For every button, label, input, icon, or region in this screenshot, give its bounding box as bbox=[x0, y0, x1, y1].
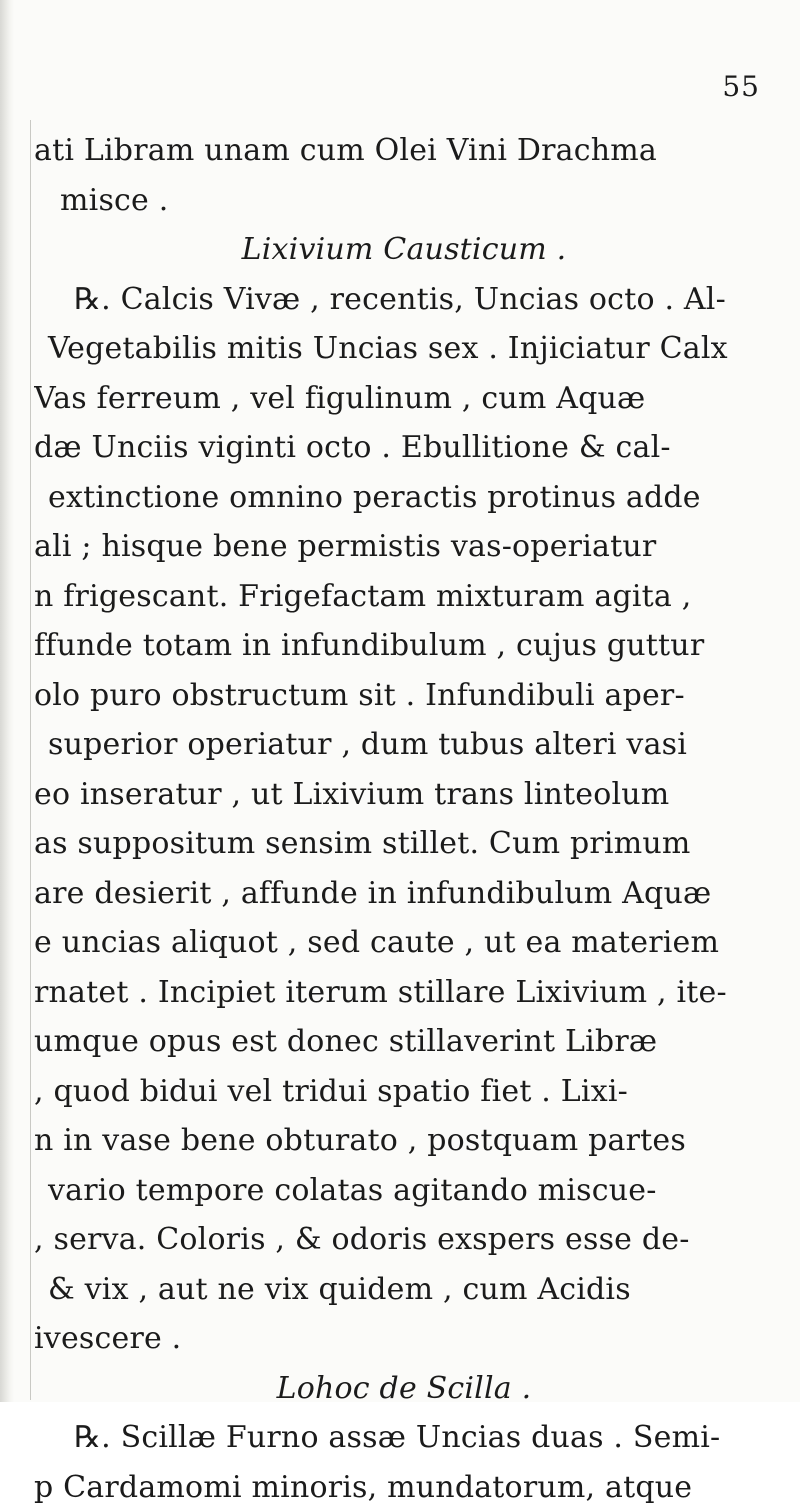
text-line: are desierit , affunde in infundibulum Aquæ bbox=[34, 869, 774, 919]
text-line: p Cardamomi minoris, mundatorum, atque bbox=[34, 1463, 774, 1512]
text-line: ℞. Scillæ Furno assæ Uncias duas . Semi- bbox=[34, 1413, 774, 1463]
text-line: extinctione omnino peractis protinus adde bbox=[34, 473, 774, 523]
text-line: ali ; hisque bene permistis vas-operiatur bbox=[34, 522, 774, 572]
text-block bbox=[34, 126, 774, 1512]
text-line: ati Libram unam cum Olei Vini Drachma bbox=[34, 126, 774, 176]
text-line: n frigescant. Frigefactam mixturam agita , bbox=[34, 572, 774, 622]
text-line: e uncias aliquot , sed caute , ut ea materiem bbox=[34, 918, 774, 968]
text-line: misce . bbox=[34, 176, 774, 226]
text-line: & vix , aut ne vix quidem , cum Acidis bbox=[34, 1265, 774, 1315]
text-line: Vegetabilis mitis Uncias sex . Injiciatur Calx bbox=[34, 324, 774, 374]
text-line: as suppositum sensim stillet. Cum primum bbox=[34, 819, 774, 869]
page-number: 55 bbox=[722, 70, 760, 103]
text-line: umque opus est donec stillaverint Libræ bbox=[34, 1017, 774, 1067]
text-line: ivescere . bbox=[34, 1314, 774, 1364]
page-gutter-shadow bbox=[0, 0, 14, 1402]
text-line: , serva. Coloris , & odoris exspers esse de- bbox=[34, 1215, 774, 1265]
text-line: eo inseratur , ut Lixivium trans linteolum bbox=[34, 770, 774, 820]
text-line: olo puro obstructum sit . Infundibuli aper- bbox=[34, 671, 774, 721]
text-line: , quod bidui vel tridui spatio fiet . Lixi- bbox=[34, 1067, 774, 1117]
page-gutter-line bbox=[30, 120, 31, 1400]
text-line: n in vase bene obturato , postquam partes bbox=[34, 1116, 774, 1166]
text-line: vario tempore colatas agitando miscue- bbox=[34, 1166, 774, 1216]
section-heading: Lixivium Causticum . bbox=[34, 225, 774, 275]
text-line: Vas ferreum , vel figulinum , cum Aquæ bbox=[34, 374, 774, 424]
text-line: ffunde totam in infundibulum , cujus guttur bbox=[34, 621, 774, 671]
text-line: superior operiatur , dum tubus alteri vasi bbox=[34, 720, 774, 770]
text-line: dæ Unciis viginti octo . Ebullitione & cal- bbox=[34, 423, 774, 473]
section-heading: Lohoc de Scilla . bbox=[34, 1364, 774, 1414]
text-line: rnatet . Incipiet iterum stillare Lixivium , ite- bbox=[34, 968, 774, 1018]
text-line: ℞. Calcis Vivæ , recentis, Uncias octo . Al- bbox=[34, 275, 774, 325]
